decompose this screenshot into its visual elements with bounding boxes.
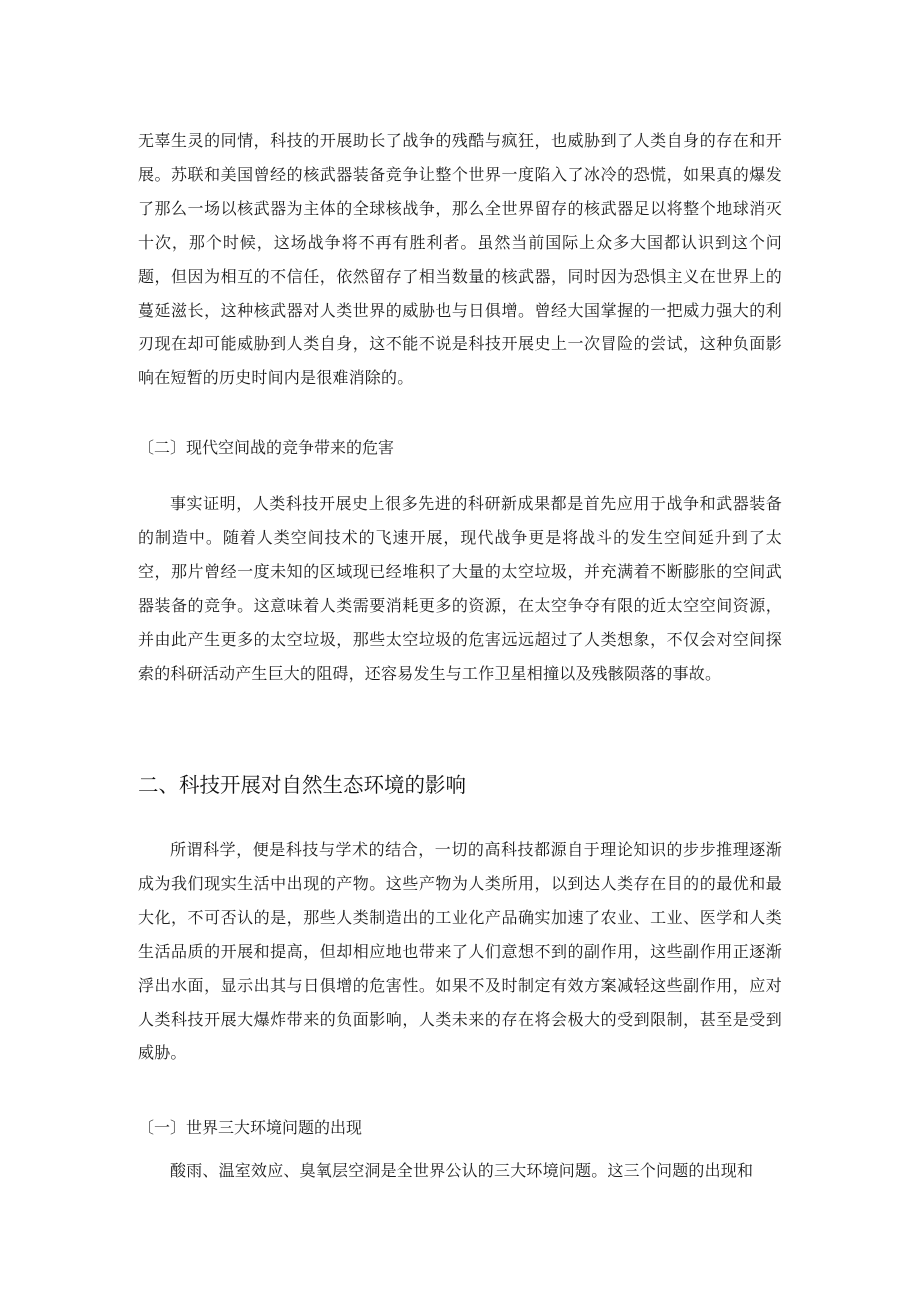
paragraph-environmental-problems: 酸雨、温室效应、臭氧层空洞是全世界公认的三大环境问题。这三个问题的出现和 [170, 1161, 754, 1180]
paragraph-science-definition: 所谓科学，便是科技与学术的结合，一切的高科技都源自于理论知识的步步推理逐渐成为我们现实生活中出现的产物。这些产物为人类所用，以到达人类存在目的的最优和最大化，不可否认的是，那些人类制造出的工业化产品确实加速了农业、工业、医学和人类生活品质的开展和提高，但却相应地也带来了人们意想不到的副作用，这些副作用正逐渐浮出水面，显示出其与日俱增的危害性。如果不及时制定有效方案减轻这些副作用，应对人类科技开展大爆炸带来的负面影响，人类未来的存在将会极大的受到限制，甚至是受到威胁。 [138, 840, 782, 1063]
subheading-three-environmental-problems: 〔一〕世界三大环境问题的出现 [138, 1118, 363, 1137]
paragraph-nuclear-threat: 无辜生灵的同情，科技的开展助长了战争的残酷与疯狂，也威胁到了人类自身的存在和开展。苏联和美国曾经的核武器装备竞争让整个世界一度陷入了冰冷的恐慌，如果真的爆发了那么一场以核武器为主体的全球核战争，那么全世界留存的核武器足以将整个地球消灭十次，那个时候，这场战争将不再有胜利者。虽然当前国际上众多大国都认识到这个问题，但因为相互的不信任，依然留存了相当数量的核武器，同时因为恐惧主义在世界上的蔓延滋长，这种核武器对人类世界的威胁也与日俱增。曾经大国掌握的一把威力强大的利刃现在却可能威胁到人类自身，这不能不说是科技开展史上一次冒险的尝试，这种负面影响在短暂的历史时间内是很难消除的。 [138, 131, 782, 388]
subheading-space-war: 〔二〕现代空间战的竞争带来的危害 [138, 438, 395, 457]
section-heading-ecology: 二、科技开展对自然生态环境的影响 [138, 773, 466, 797]
paragraph-space-war: 事实证明，人类科技开展史上很多先进的科研新成果都是首先应用于战争和武器装备的制造中。随着人类空间技术的飞速开展，现代战争更是将战斗的发生空间延升到了太空，那片曾经一度未知的区域现已经堆积了大量的太空垃圾，并充满着不断膨胀的空间武器装备的竞争。这意味着人类需要消耗更多的资源，在太空争夺有限的近太空空间资源，并由此产生更多的太空垃圾，那些太空垃圾的危害远远超过了人类想象，不仅会对空间探索的科研活动产生巨大的阻碍，还容易发生与工作卫星相撞以及残骸陨落的事故。 [138, 494, 782, 683]
